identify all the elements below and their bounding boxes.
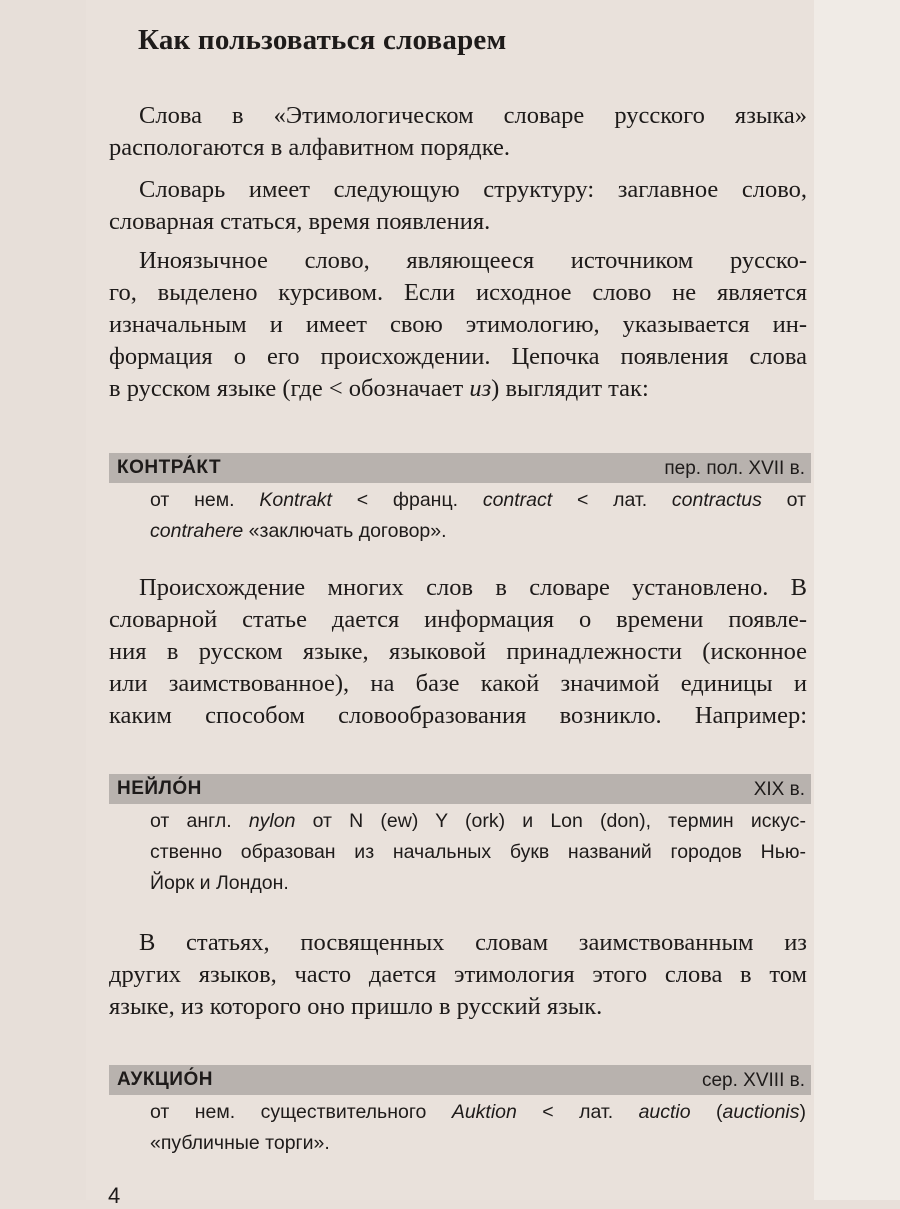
italic-word: contrahere — [150, 520, 244, 542]
paragraph-3 — [109, 245, 807, 405]
entry-header-auktsion — [109, 1065, 811, 1095]
text-run: < франц. — [331, 489, 483, 511]
entry-header-kontrakt — [109, 453, 811, 483]
paragraph-line: Слова в «Этимологическом словаре русского языка» — [139, 102, 807, 129]
italic-word: auctio — [638, 1101, 691, 1123]
text-run: в русском языке (где < обозначает — [109, 375, 470, 402]
paragraph-line: словарная статься, время появления. — [109, 208, 491, 235]
paragraph-line: формация о его происхождении. Цепочка появления слова — [109, 343, 807, 370]
entry-headword: НЕЙЛО́Н — [117, 778, 202, 799]
text-run: < лат. — [552, 489, 672, 511]
italic-word: contractus — [671, 489, 762, 511]
italic-word: Kontrakt — [259, 489, 332, 511]
entry-date: сер. XVIII в. — [701, 1070, 805, 1091]
entry-date: XIX в. — [753, 779, 805, 800]
paragraph-4 — [109, 572, 807, 732]
italic-word: contract — [482, 489, 553, 511]
entry-line: ственно образован из начальных букв названий городов Нью- — [150, 841, 806, 863]
italic-word: из — [469, 375, 492, 402]
paragraph-line: Иноязычное слово, являющееся источником русско- — [139, 247, 807, 274]
italic-word: Auktion — [451, 1101, 517, 1123]
entry-line — [150, 1097, 806, 1128]
italic-word: auctionis — [722, 1101, 800, 1123]
paragraph-5 — [109, 927, 807, 1023]
paragraph-line: Словарь имеет следующую структуру: заглавное слово, — [139, 176, 807, 203]
text-run: ) выглядит так: — [491, 375, 649, 402]
paragraph-line: других языков, часто дается этимология этого слова в том — [109, 961, 807, 988]
entry-line — [150, 806, 806, 837]
paragraph-line — [109, 373, 807, 405]
entry-body-kontrakt — [150, 485, 806, 547]
page-right-margin — [814, 0, 900, 1200]
paragraph-line: или заимствованное), на базе какой значимой единицы и — [109, 670, 807, 697]
entry-line: Йорк и Лондон. — [150, 872, 289, 894]
text-run: от N (ew) Y (ork) и Lon (don), термин искус- — [295, 810, 806, 832]
paragraph-line: го, выделено курсивом. Если исходное слово не является — [109, 279, 807, 306]
page-title: Как пользоваться словарем — [138, 24, 507, 56]
paragraph-line: языке, из которого оно пришло в русский язык. — [109, 993, 603, 1020]
paragraph-line: В статьях, посвященных словам заимствованным из — [139, 929, 807, 956]
text-run: от нем. существительного — [150, 1101, 452, 1123]
paragraph-line: словарной статье дается информация о времени появле- — [109, 606, 807, 633]
text-run: < лат. — [516, 1101, 639, 1123]
paragraph-line: Происхождение многих слов в словаре установлено. В — [139, 574, 807, 601]
paragraph-line: распологаются в алфавитном порядке. — [109, 134, 510, 161]
entry-line — [150, 516, 806, 547]
text-run: «заключать договор». — [243, 520, 447, 542]
italic-word: nylon — [248, 810, 296, 832]
text-run: от англ. — [150, 810, 249, 832]
entry-date: пер. пол. XVII в. — [664, 458, 805, 479]
paragraph-line: ния в русском языке, языковой принадлежности (исконное — [109, 638, 807, 665]
text-run: от нем. — [150, 489, 260, 511]
text-run: ) — [799, 1101, 807, 1123]
entry-line: «публичные торги». — [150, 1132, 330, 1154]
entry-line — [150, 485, 806, 516]
entry-body-neilon — [150, 806, 806, 899]
entry-headword: АУКЦИО́Н — [117, 1069, 213, 1090]
paragraph-line: изначальным и имеет свою этимологию, указывается ин- — [109, 311, 807, 338]
paragraph-line: каким способом словообразования возникло. Например: — [109, 702, 807, 729]
paragraph-2 — [109, 174, 807, 238]
page-left-margin — [0, 0, 86, 1200]
entry-body-auktsion — [150, 1097, 806, 1159]
text-run: ( — [690, 1101, 723, 1123]
page-number: 4 — [108, 1183, 121, 1208]
text-run: от — [761, 489, 807, 511]
entry-header-neilon — [109, 774, 811, 804]
entry-headword: КОНТРА́КТ — [117, 457, 222, 478]
paragraph-1 — [109, 100, 807, 164]
